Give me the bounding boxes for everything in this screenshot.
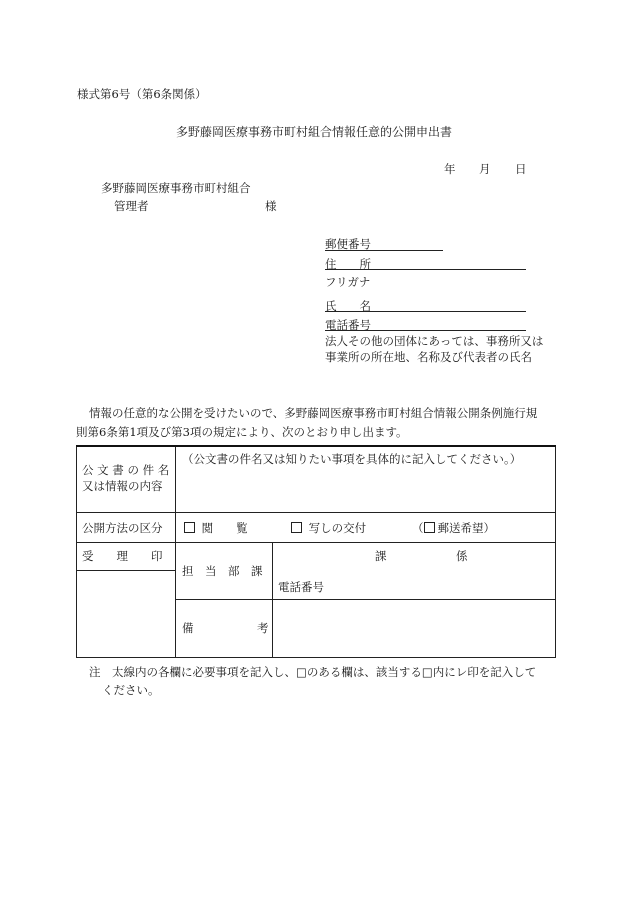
staff-label: 係	[456, 549, 468, 563]
receipt-stamp-area[interactable]	[77, 570, 174, 654]
copy-checkbox[interactable]	[291, 522, 302, 533]
recipient-role: 管理者	[114, 199, 149, 213]
page-title: 多野藤岡医療事務市町村組合情報任意的公開申出書	[176, 125, 453, 139]
method-label: 公開方法の区分	[82, 521, 163, 535]
phone-field[interactable]	[325, 316, 526, 331]
dept-label: 担 当 部 課	[182, 564, 263, 578]
recipient-org: 多野藤岡医療事務市町村組合	[101, 181, 251, 195]
subject-hint: （公文書の件名又は知りたい事項を具体的に記入してください。）	[182, 452, 522, 466]
dept-phone-label: 電話番号	[278, 580, 324, 594]
method-option-copy[interactable]	[291, 520, 366, 536]
method-option-mail-label: 郵送希望）	[437, 521, 495, 535]
date-year-label: 年	[444, 162, 456, 176]
intro-line1: 情報の任意的な公開を受けたいので、多野藤岡医療事務市町村組合情報公開条例施行規	[89, 406, 538, 420]
method-option-copy-label: 写しの交付	[308, 521, 367, 535]
name-field[interactable]	[325, 297, 526, 312]
method-option-view-label: 閲 覧	[201, 521, 248, 535]
recipient-honorific: 様	[265, 199, 277, 213]
phone-label: 電話番号	[325, 318, 371, 332]
form-number: 様式第6号（第6条関係）	[77, 87, 207, 101]
view-checkbox[interactable]	[184, 522, 195, 533]
footnote-line2: ください。	[102, 683, 160, 697]
address-label: 住 所	[325, 257, 371, 271]
method-option-view[interactable]	[184, 520, 248, 536]
address-field[interactable]	[325, 255, 526, 270]
date-day-label: 日	[515, 162, 527, 176]
postal-code-field[interactable]	[325, 236, 443, 251]
receipt-stamp-label: 受 理 印	[82, 549, 163, 563]
subject-input-area[interactable]	[178, 466, 553, 508]
method-option-mail[interactable]: （ 郵送希望）	[412, 521, 495, 535]
subject-label-line2: 又は情報の内容	[82, 479, 163, 493]
subject-label-line1: 公 文 書 の 件 名	[82, 463, 170, 477]
corporate-note-line2: 事業所の所在地、名称及び代表者の氏名	[325, 350, 532, 364]
name-label: 氏 名	[325, 299, 371, 313]
remarks-input-area[interactable]	[273, 599, 554, 654]
date-month-label: 月	[479, 162, 491, 176]
intro-line2: 則第6条第1項及び第3項の規定により、次のとおり申し出ます。	[76, 425, 408, 439]
remarks-label-left: 備	[182, 621, 194, 635]
furigana-label: フリガナ	[325, 275, 371, 289]
corporate-note-line1: 法人その他の団体にあっては、事務所又は	[325, 334, 544, 348]
remarks-label-right: 考	[257, 621, 269, 635]
postal-code-label: 郵便番号	[325, 237, 371, 251]
footnote-line1: 注 太線内の各欄に必要事項を記入し、□のある欄は、該当する□内にレ印を記入して	[89, 665, 537, 679]
section-label: 課	[375, 549, 387, 563]
mail-checkbox[interactable]	[424, 522, 435, 533]
